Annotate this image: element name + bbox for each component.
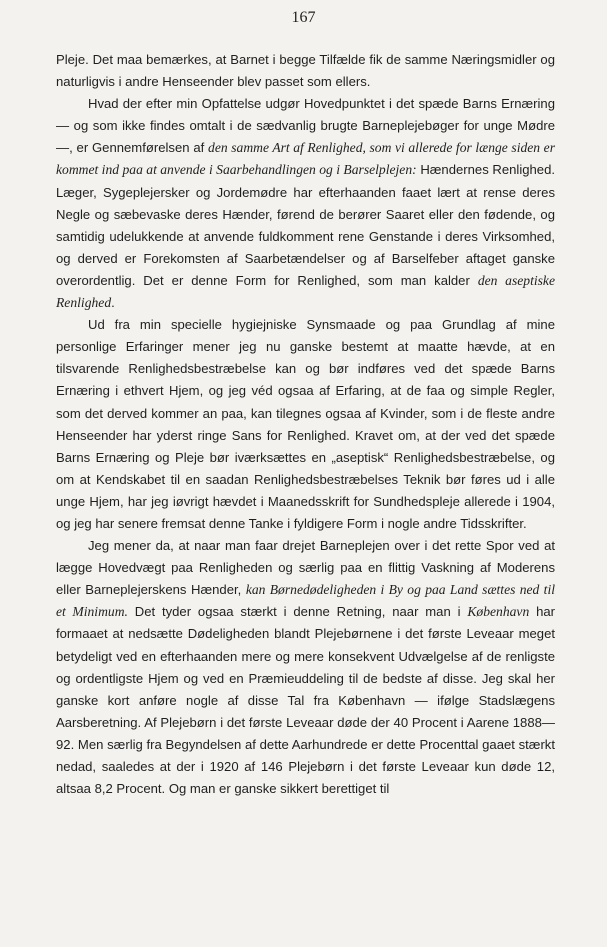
- paragraph: [56, 49, 555, 93]
- italic-text-segment: den aseptiske Renlighed: [56, 272, 556, 311]
- body-text: [56, 49, 555, 800]
- text-segment: har formaaet at nedsætte Dødeligheden blandt Plejebørnene i det første Leveaar meget betydeligt ved en efterhaanden mere og mere konsekvent Udvælgelse af de renligste og ordentligste Hjem og ved en Præmieuddeling til de bedste af disse. Jeg skal her ganske kort anføre nogle af disse Tal fra København — ifølge Stadslægens Aarsberetning. Af Plejebørn i det første Leveaar døde der 40 Procent i Aarene 1888—92. Men særlig fra Begyndelsen af dette Aarhundrede er dette Procenttal gaaet stærkt nedad, saaledes at der i 1920 af 146 Plejebørn i det første Leveaar kun døde 12, altsaa 8,2 Procent. Og man er ganske sikkert berettiget til: [56, 604, 556, 797]
- paragraph: [56, 93, 555, 314]
- italic-text-segment: København: [467, 604, 530, 620]
- text-segment: Pleje. Det maa bemærkes, at Barnet i begge Tilfælde fik de samme Næringsmidler og naturligvis i andre Henseender blev passet som ellers.: [56, 52, 555, 90]
- text-segment: Hvad der efter min Opfattelse udgør Hovedpunktet i det spæde Barns Ernæring — og som ikke findes omtalt i de sædvanlig brugte Barneplejebøger for unge Mødre —, er Gennemførelsen af: [56, 96, 555, 156]
- italic-text-segment: den samme Art af Renlighed, som vi allerede for længe siden er kommet ind paa at anvende i Saarbehandlingen og i Barselplejen:: [56, 140, 555, 178]
- text-segment: Hændernes Renlighed. Læger, Sygeplejersker og Jordemødre har efterhaanden faaet lært at rense deres Negle og sæbevaske deres Hænder, førend de berører Saaret eller den fødende, og samtidig udelukkende at anvende fuldkomment rene Genstande i deres Virksomhed, og derved er Forekomsten af Saarbetændelser og af Barselfeber aftaget ganske overordentlig. Det er denne Form for Renlighed, som man kalder: [56, 162, 555, 288]
- text-segment: Det tyder ogsaa stærkt i denne Retning, naar man i: [127, 604, 468, 620]
- text-segment: Ud fra min specielle hygiejniske Synsmaade og paa Grundlag af mine personlige Erfaringer mener jeg nu ganske bestemt at maatte hævde, at en tilsvarende Renlighedsbestræbelse kan og bør indføres ved det spæde Barns Ernæring i ethvert Hjem, og jeg véd ogsaa af Erfaring, at de faa og simple Regler, som det derved kommer an paa, kan tilegnes ogsaa af Kvinder, som i de fleste andre Henseender har yderst ringe Sans for Renlighed. Kravet om, at der ved det spæde Barns Ernæring og Pleje bør iværksættes en „aseptisk“ Renlighedsbestræbelse, og om at Kendskabet til en saadan Renlighedsbestræbelses Teknik bør føres ud i alle unge Hjem, har jeg iøvrigt hævdet i Maanedsskrift for Sundhedspleje allerede i 1904, og jeg har senere fremsat denne Tanke i fyldigere Form i nogle andre Tidsskrifter.: [56, 317, 555, 531]
- text-segment: Jeg mener da, at naar man faar drejet Barneplejen over i det rette Spor ved at lægge Hovedvægt paa Renligheden og særlig paa en flittig Vaskning af Moderens eller Barneplejerskens Hænder,: [56, 538, 555, 598]
- text-segment: .: [111, 295, 115, 311]
- paragraph: [56, 314, 555, 535]
- italic-text-segment: kan Børnedødeligheden i By og paa Land sættes ned til et Minimum.: [56, 582, 555, 620]
- paragraph: [56, 535, 555, 800]
- page-number: 167: [291, 9, 316, 26]
